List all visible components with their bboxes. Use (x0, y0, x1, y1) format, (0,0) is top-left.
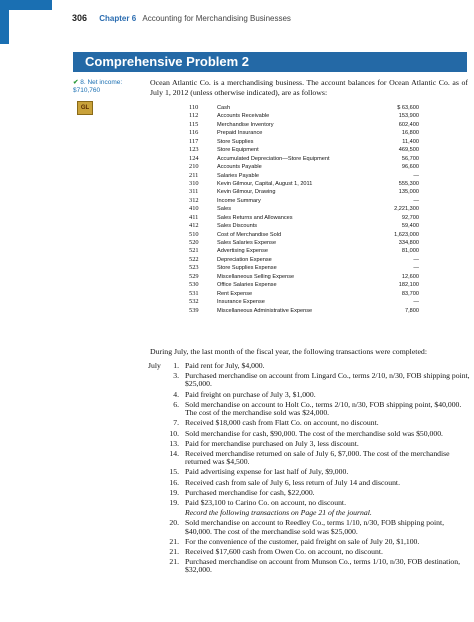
account-balance: 16,800 (401, 130, 419, 137)
transaction-item (148, 519, 470, 536)
check-icon: ✔ (73, 79, 79, 86)
transaction-item (148, 372, 470, 389)
transaction-text: Purchased merchandise for cash, $22,000. (185, 487, 315, 497)
transaction-day: 10. (169, 428, 179, 438)
account-number: 123 (189, 146, 199, 154)
transaction-day: 4. (173, 389, 179, 399)
account-balance: 96,600 (401, 164, 419, 171)
account-balance: 7,800 (405, 307, 419, 314)
transaction-month: July (148, 361, 161, 370)
account-row (172, 197, 466, 205)
transaction-item (148, 401, 470, 418)
account-number: 112 (189, 112, 199, 120)
account-balance: — (413, 299, 419, 306)
transaction-day: 21. (169, 547, 179, 556)
account-number: 310 (189, 179, 199, 187)
account-name: Kevin Gilmour, Capital, August 1, 2011 (217, 180, 313, 187)
transaction-item (148, 489, 470, 497)
account-balances-list (172, 104, 466, 315)
chapter-title: Accounting for Merchandising Businesses (142, 14, 291, 23)
account-balance: 469,500 (398, 147, 419, 154)
transaction-item (148, 440, 470, 448)
transaction-day: 6. (173, 399, 179, 409)
transaction-text: Paid rent for July, $4,000. (185, 361, 265, 370)
transaction-day: 14. (169, 448, 179, 458)
transaction-day: 1. (173, 361, 179, 370)
transaction-text: Purchased merchandise on account from Munson Co., terms 1/10, n/30, FOB destination, $32,000. (185, 557, 461, 575)
transaction-text: Sold merchandise on account to Reedley Co., terms 1/10, n/30, FOB shipping point, $40,000. The cost of the merchandise sold was $25,000. (185, 518, 444, 536)
account-number: 410 (189, 205, 199, 213)
account-balance: 2,221,300 (394, 206, 419, 213)
account-balance: 602,400 (398, 121, 419, 128)
account-name: Advertising Expense (217, 248, 268, 255)
account-balance: — (413, 172, 419, 179)
account-row (172, 188, 466, 196)
account-number: 117 (189, 137, 199, 145)
account-row (172, 129, 466, 137)
transaction-day: 19. (169, 497, 179, 507)
account-balance: 135,000 (398, 189, 419, 196)
transaction-text: Purchased merchandise on account from Lingard Co., terms 2/10, n/30, FOB shipping point, $25,000. (185, 371, 470, 389)
account-balance: 92,700 (401, 214, 419, 221)
account-number: 530 (189, 281, 199, 289)
account-name: Salaries Payable (217, 172, 259, 179)
account-row (172, 138, 466, 146)
account-row (172, 222, 466, 230)
account-balance: 182,100 (398, 282, 419, 289)
transaction-item (148, 419, 470, 427)
account-number: 210 (189, 163, 199, 171)
journal-instruction: Record the following transactions on Page 21 of the journal. (185, 508, 372, 518)
account-number: 124 (189, 154, 199, 162)
account-name: Accumulated Depreciation—Store Equipment (217, 155, 330, 162)
transaction-day: 19. (169, 487, 179, 497)
account-row (172, 281, 466, 289)
account-row (172, 180, 466, 188)
account-row (172, 172, 466, 180)
account-number: 115 (189, 120, 199, 128)
account-name: Merchandise Inventory (217, 121, 274, 128)
transaction-text: Received $18,000 cash from Flatt Co. on account, no discount. (185, 418, 379, 428)
transaction-day: 7. (173, 418, 179, 428)
account-number: 520 (189, 239, 199, 246)
account-name: Store Supplies (217, 138, 254, 145)
account-name: Store Equipment (217, 147, 259, 154)
transactions-intro: During July, the last month of the fiscal year, the following transactions were completed: (150, 347, 427, 356)
transaction-day: 21. (169, 536, 179, 546)
transaction-text: Received $17,600 cash from Owen Co. on account, no discount. (185, 547, 383, 556)
transaction-item (148, 499, 470, 507)
account-row (172, 205, 466, 213)
transaction-day: 21. (169, 557, 179, 567)
account-row (172, 231, 466, 239)
account-balance: — (413, 197, 419, 204)
problem-banner (73, 52, 467, 72)
transaction-day: 13. (169, 438, 179, 448)
account-number: 531 (189, 289, 199, 297)
account-row (172, 121, 466, 129)
transaction-text: Received cash from sale of July 6, less return of July 14 and discount. (185, 477, 400, 487)
account-name: Accounts Payable (217, 164, 262, 171)
running-header (72, 13, 467, 27)
account-number: 532 (189, 298, 199, 306)
account-name: Store Supplies Expense (217, 265, 277, 272)
transaction-text: For the convenience of the customer, paid freight on sale of July 20, $1,100. (185, 536, 420, 546)
account-name: Sales Salaries Expense (217, 240, 277, 246)
transactions-list (148, 362, 470, 577)
net-income-hint: 8. Net income: $710,760 (73, 79, 123, 94)
account-number: 411 (189, 213, 199, 221)
general-ledger-icon-label: GL (80, 105, 90, 111)
account-row (172, 112, 466, 120)
account-name: Miscellaneous Selling Expense (217, 273, 295, 280)
account-name: Depreciation Expense (217, 256, 272, 263)
account-name: Insurance Expense (217, 299, 265, 306)
transaction-item (148, 430, 470, 438)
account-name: Cash (217, 105, 231, 111)
account-number: 110 (189, 104, 199, 111)
account-row (172, 104, 466, 112)
account-row (172, 146, 466, 154)
transaction-item (148, 558, 470, 575)
account-name: Kevin Gilmour, Drawing (217, 189, 276, 196)
account-number: 522 (189, 255, 199, 263)
account-name: Cost of Merchandise Sold (217, 231, 282, 238)
account-balance: 153,900 (398, 113, 419, 120)
transaction-text: Paid freight on purchase of July 3, $1,000. (185, 389, 316, 399)
transaction-text: Paid for merchandise purchased on July 3, less discount. (185, 438, 359, 448)
account-row (172, 239, 466, 247)
account-row (172, 273, 466, 281)
page-number: 306 (72, 13, 88, 23)
transaction-text: Sold merchandise for cash, $90,000. The cost of the merchandise sold was $50,000. (185, 428, 443, 438)
transaction-item (148, 548, 470, 556)
transaction-day: 15. (169, 467, 179, 477)
account-name: Accounts Receivable (217, 113, 270, 120)
account-balance: — (413, 265, 419, 272)
transaction-text: Received merchandise returned on sale of July 6, $7,000. The cost of the merchandise returned was $4,500. (185, 448, 450, 467)
transaction-item (148, 468, 470, 476)
account-number: 539 (189, 306, 199, 314)
account-number: 412 (189, 222, 199, 230)
transaction-item (148, 450, 470, 467)
account-name: Income Summary (217, 197, 261, 204)
account-balance: 11,400 (402, 138, 419, 145)
account-row (172, 155, 466, 163)
account-row (172, 247, 466, 255)
account-balance: 56,700 (401, 155, 419, 162)
account-row (172, 307, 466, 315)
account-number: 529 (189, 272, 199, 280)
transaction-text: Paid advertising expense for last half of July, $9,000. (185, 467, 349, 477)
transaction-item (148, 538, 470, 546)
transaction-day: 20. (169, 518, 179, 528)
account-row (172, 163, 466, 171)
account-balance: 334,800 (398, 240, 419, 246)
account-name: Rent Expense (217, 290, 253, 297)
account-row (172, 214, 466, 222)
account-number: 312 (189, 196, 199, 204)
account-number: 523 (189, 264, 199, 272)
account-row (172, 256, 466, 264)
account-balance: $ 63,600 (397, 105, 419, 111)
transaction-item (148, 479, 470, 487)
account-balance: 1,623,000 (394, 231, 419, 238)
account-number: 211 (189, 171, 199, 179)
account-balance: 81,000 (401, 248, 419, 255)
intro-paragraph: Ocean Atlantic Co. is a merchandising business. The account balances for Ocean Atlantic Co. as of July 1, 2012 (unless otherwise indicated), are as follows: (150, 78, 468, 97)
side-note (73, 79, 141, 95)
account-name: Sales (217, 206, 231, 213)
account-balance: 59,400 (401, 223, 419, 230)
transaction-day: 16. (169, 477, 179, 487)
general-ledger-icon (77, 101, 93, 115)
account-name: Prepaid Insurance (217, 130, 263, 137)
account-number: 116 (189, 129, 199, 137)
transaction-item (148, 362, 470, 370)
account-name: Sales Returns and Allowances (217, 214, 293, 221)
chapter-label: Chapter 6 (99, 14, 137, 23)
account-row (172, 298, 466, 306)
account-name: Office Salaries Expense (217, 282, 277, 289)
account-row (172, 290, 466, 298)
account-balance: 555,300 (398, 180, 419, 187)
account-number: 521 (189, 247, 199, 255)
corner-mark-vertical (0, 0, 9, 44)
problem-title: Comprehensive Problem 2 (85, 54, 249, 69)
account-row (172, 264, 466, 272)
transaction-day: 3. (173, 371, 179, 381)
account-number: 311 (189, 188, 199, 196)
transaction-text: Sold merchandise on account to Holt Co., terms 2/10, n/30, FOB shipping point, $40,000. The cost of the merchandise sold was $24,000. (185, 399, 462, 418)
account-name: Sales Discounts (217, 223, 258, 230)
transaction-text: Paid $23,100 to Carino Co. on account, no discount. (185, 497, 346, 507)
account-name: Miscellaneous Administrative Expense (217, 307, 313, 314)
account-balance: 83,700 (401, 290, 419, 297)
account-number: 510 (189, 230, 199, 238)
account-balance: — (413, 256, 419, 263)
transaction-item (148, 391, 470, 399)
account-balance: 12,600 (401, 273, 419, 280)
